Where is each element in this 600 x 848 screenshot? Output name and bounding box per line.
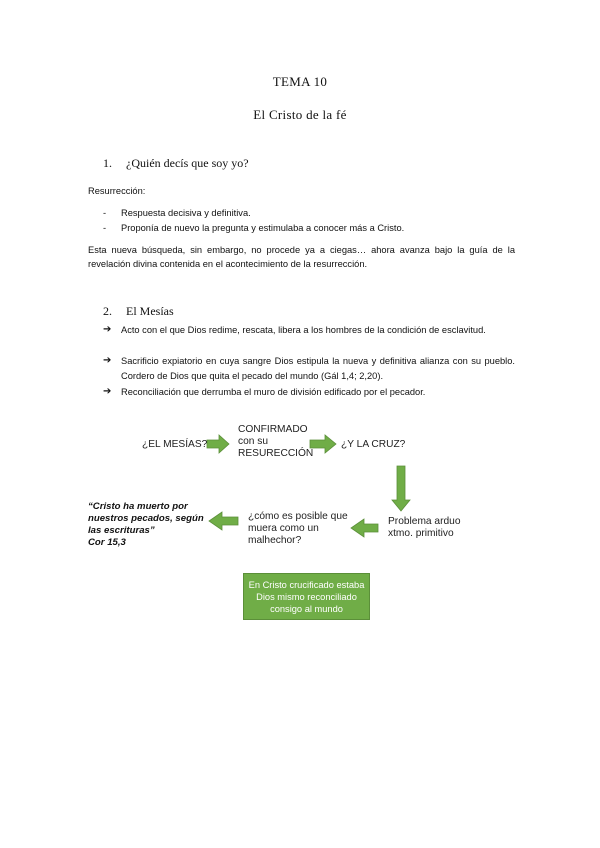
node-y-la-cruz: ¿Y LA CRUZ? — [341, 439, 406, 450]
section2-number: 2. — [103, 304, 112, 318]
section1-item-text: Proponía de nuevo la pregunta y estimulaba a conocer más a Cristo. — [121, 223, 405, 233]
dash-bullet: - — [103, 208, 107, 218]
section2-title: El Mesías — [126, 304, 174, 318]
section2-item-text: Reconciliación que derrumba el muro de división edificado por el pecador. — [121, 387, 426, 397]
scripture-quote: “Cristo ha muerto por nuestros pecados, según las escrituras” — [88, 501, 204, 536]
section2-item-text: Acto con el que Dios redime, rescata, libera a los hombres de la condición de esclavitud. — [121, 325, 486, 335]
right-arrow-icon: ➔ — [103, 324, 112, 335]
section1-item-text: Respuesta decisiva y definitiva. — [121, 208, 251, 218]
node-como-es-posible: ¿cómo es posible que muera como un malhechor? — [248, 511, 348, 546]
section1-title: ¿Quién decís que soy yo? — [126, 156, 249, 170]
node-confirmado: CONFIRMADO con su RESURECCIÓN — [238, 424, 314, 459]
right-arrow-icon: ➔ — [103, 386, 112, 397]
scripture-reference: Cor 15,3 — [88, 537, 126, 548]
conclusion-box — [243, 573, 370, 620]
right-arrow-icon: ➔ — [103, 355, 112, 366]
topic-subtitle: El Cristo de la fé — [253, 107, 347, 122]
section1-paragraph: Esta nueva búsqueda, sin embargo, no procede ya a ciegas… ahora avanza bajo la guía de la revelación divina contenida en el acontecimiento de la resurrección. — [88, 245, 515, 269]
topic-title: TEMA 10 — [272, 74, 328, 89]
section2-item-text: Sacrificio expiatorio en cuya sangre Dios estipula la nueva y definitiva alianza con su pueblo. Cordero de Dios que quita el pecado del mundo (Gál 1,4; 2,20). — [121, 356, 515, 381]
flow-arrow-left — [351, 519, 378, 537]
conclusion-text: En Cristo crucificado estaba Dios mismo reconciliado consigo al mundo — [248, 579, 365, 614]
flow-arrow-down — [392, 466, 410, 511]
node-problema: Problema arduo xtmo. primitivo — [388, 516, 461, 539]
section1-number: 1. — [103, 156, 112, 170]
flow-arrow-right — [310, 435, 336, 453]
dash-bullet: - — [103, 223, 107, 233]
flow-arrow-right — [207, 435, 229, 453]
node-el-mesias: ¿EL MESÍAS? — [142, 439, 208, 450]
flow-arrow-left — [209, 512, 238, 530]
section1-intro: Resurrección: — [88, 186, 146, 196]
